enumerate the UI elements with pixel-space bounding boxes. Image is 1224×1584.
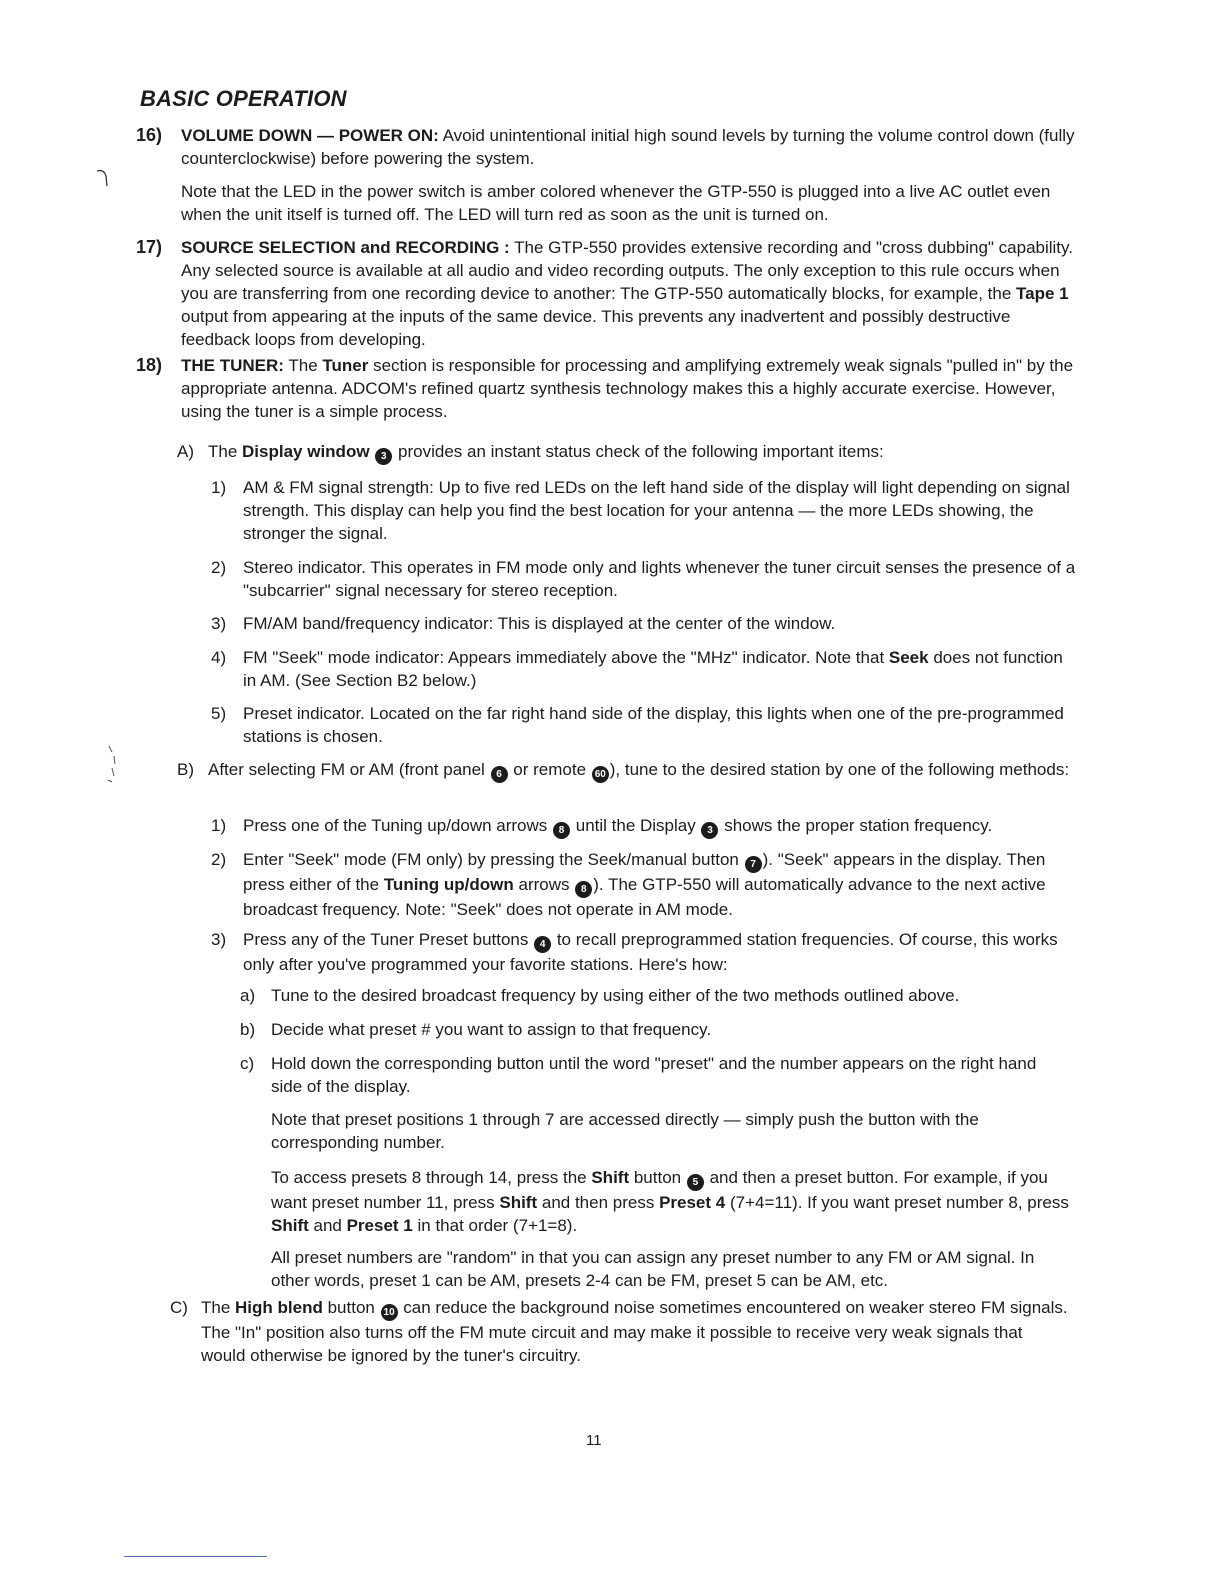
list-item: 5) Preset indicator. Located on the far right hand side of the display, this lights when one of the pre-programmed stations is chosen.	[211, 704, 1064, 746]
item-a: A) The Display window 3 provides an instant status check of the following important items:	[177, 440, 1077, 465]
sub-item: a) Tune to the desired broadcast frequency by using either of the two methods outlined above.	[240, 986, 960, 1005]
callout-7-icon: 7	[745, 856, 762, 873]
section-text: SOURCE SELECTION and RECORDING : The GTP-550 provides extensive recording and "cross dubbing" capability. Any selected source is available at all audio and video recording outputs. The only exception to this rule occurs when you are transferring from one recording device to another: The GTP-550 automatically blocks, for example, the Tape 1 output from appearing at the inputs of the same device. This prevents any inadvertent and possibly destructive feedback loops from developing.	[181, 238, 1073, 349]
section-number: 17)	[136, 237, 163, 257]
list-item: 3) Press any of the Tuner Preset buttons 4 to recall preprogrammed station frequencies. Of course, this works only after you've programmed your favorite stations. Here's how:	[211, 930, 1058, 974]
scan-mark-icon	[96, 168, 110, 190]
list-item: 3) FM/AM band/frequency indicator: This is displayed at the center of the window.	[211, 614, 836, 633]
list-item: 2) Stereo indicator. This operates in FM mode only and lights whenever the tuner circuit senses the presence of a "subcarrier" signal necessary for stereo reception.	[211, 558, 1076, 600]
item-label: B)	[177, 760, 194, 779]
callout-3-icon: 3	[701, 822, 718, 839]
section-heading: THE TUNER:	[181, 356, 284, 375]
list-item: 2) Enter "Seek" mode (FM only) by pressing the Seek/manual button 7 ). "Seek" appears in the display. Then press either of the Tuning up/down arrows 8 ). The GTP-550 will automatically advance to the next active broadcast frequency. Note: "Seek" does not operate in AM mode.	[211, 850, 1046, 919]
item-label: A)	[177, 442, 194, 461]
section-17	[136, 236, 1080, 351]
page-number: 11	[586, 1432, 602, 1449]
item-b: B) After selecting FM or AM (front panel 6 or remote 60 ), tune to the desired station by one of the following methods:	[177, 758, 1077, 783]
callout-60-icon: 60	[592, 766, 609, 783]
section-text: THE TUNER: The Tuner section is responsible for processing and amplifying extremely weak signals "pulled in" by the appropriate antenna. ADCOM's refined quartz synthesis technology makes this a highly accurate exercise. However, using the tuner is a simple process.	[181, 356, 1074, 421]
callout-8-icon: 8	[575, 881, 592, 898]
sub-item: b) Decide what preset # you want to assign to that frequency.	[240, 1020, 712, 1039]
callout-8-icon: 8	[553, 822, 570, 839]
led-note: Note that the LED in the power switch is amber colored whenever the GTP-550 is plugged into a live AC outlet even when the unit itself is turned off. The LED will turn red as soon as the unit is turned on.	[181, 182, 1051, 224]
section-number: 18)	[136, 355, 163, 375]
section-18	[136, 354, 1080, 423]
section-text: VOLUME DOWN — POWER ON: Avoid unintentional initial high sound levels by turning the volume control down (fully counterclockwise) before powering the system.	[181, 126, 1075, 168]
page-title: BASIC OPERATION	[140, 86, 347, 111]
sub-item: c) Hold down the corresponding button until the word "preset" and the number appears on the right hand side of the display.	[240, 1054, 1037, 1096]
footer-rule	[124, 1556, 267, 1557]
section-heading: VOLUME DOWN — POWER ON:	[181, 126, 439, 145]
scan-mark-icon	[106, 744, 120, 784]
callout-10-icon: 10	[381, 1304, 398, 1321]
item-c: C) The High blend button 10 can reduce the background noise sometimes encountered on weaker stereo FM signals. The "In" position also turns off the FM mute circuit and may make it possible to receive very weak signals that would otherwise be ignored by the tuner's circuitry.	[170, 1298, 1068, 1365]
callout-4-icon: 4	[534, 936, 551, 953]
section-16	[136, 124, 1080, 170]
section-heading: SOURCE SELECTION and RECORDING :	[181, 238, 510, 257]
item-label: C)	[170, 1298, 188, 1317]
shift-instructions: To access presets 8 through 14, press the Shift button 5 and then a preset button. For example, if you want preset number 11, press Shift and then press Preset 4 (7+4=11). If you want preset number 8, press Shift and Preset 1 in that order (7+1=8).	[271, 1168, 1069, 1235]
callout-3-icon: 3	[375, 448, 392, 465]
list-item: 1) Press one of the Tuning up/down arrows 8 until the Display 3 shows the proper station frequency.	[211, 814, 1077, 839]
section-number: 16)	[136, 125, 163, 145]
list-item: 4) FM "Seek" mode indicator: Appears immediately above the "MHz" indicator. Note that Seek does not function in AM. (See Section B2 below.)	[211, 648, 1063, 690]
callout-6-icon: 6	[491, 766, 508, 783]
preset-note: Note that preset positions 1 through 7 are accessed directly — simply push the button with the corresponding number.	[271, 1110, 979, 1152]
random-presets-note: All preset numbers are "random" in that you can assign any preset number to any FM or AM signal. In other words, preset 1 can be AM, presets 2-4 can be FM, preset 5 can be AM, etc.	[271, 1248, 1035, 1290]
callout-5-icon: 5	[687, 1174, 704, 1191]
list-item: 1) AM & FM signal strength: Up to five red LEDs on the left hand side of the display will light depending on signal strength. This display can help you find the best location for your antenna — the more LEDs showing, the stronger the signal.	[211, 478, 1070, 543]
